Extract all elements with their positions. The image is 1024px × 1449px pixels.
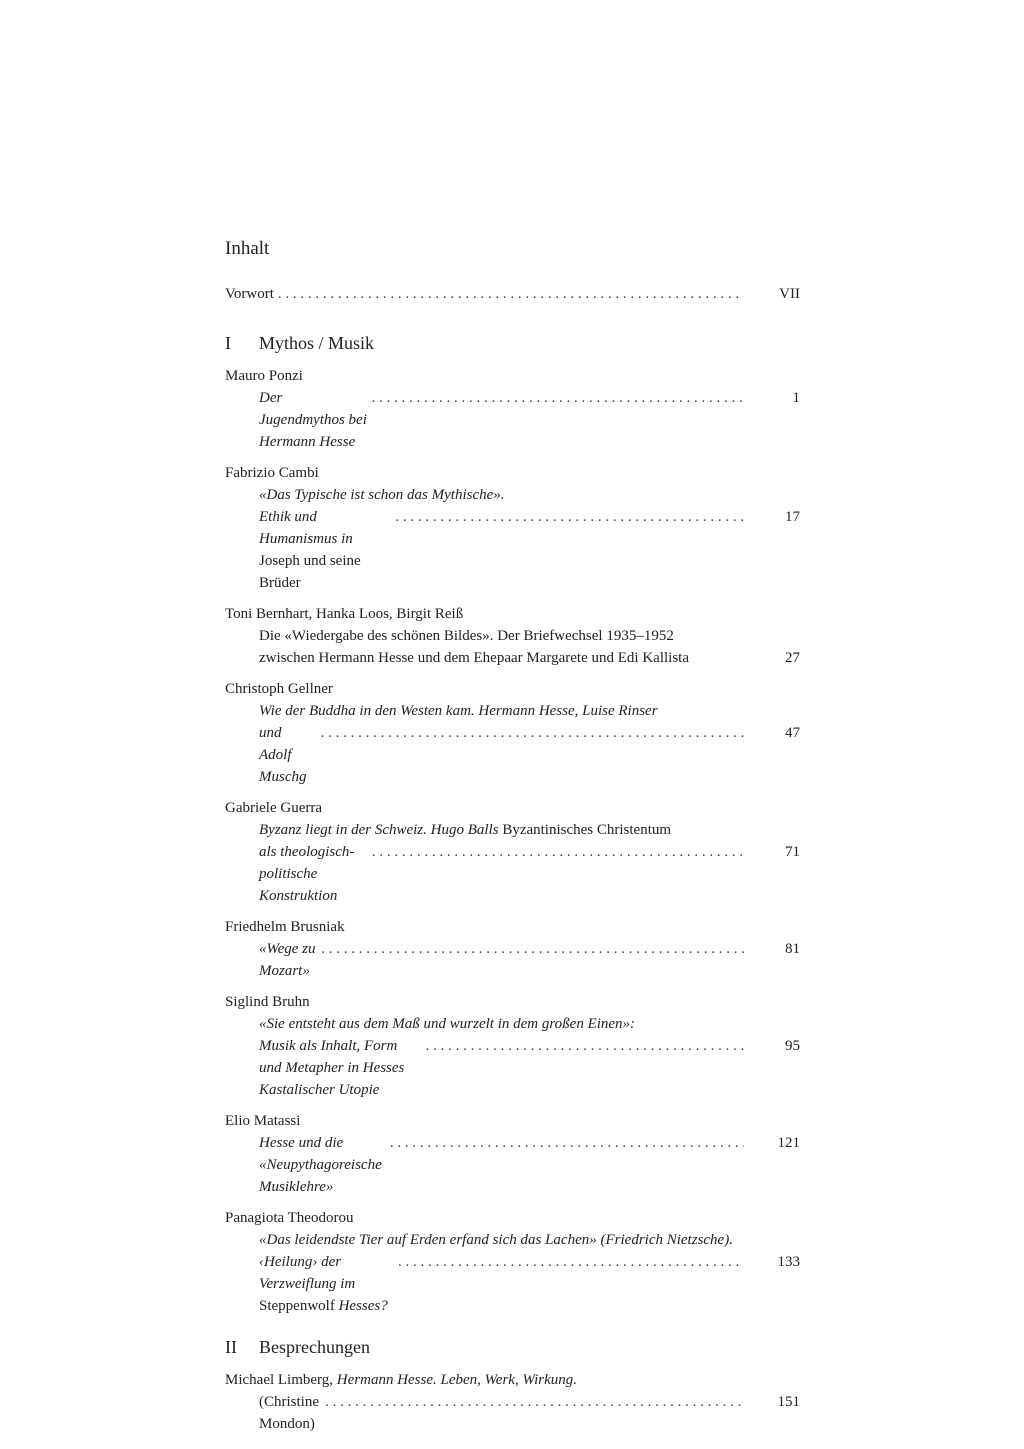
toc-entry[interactable] [225,678,800,788]
entry-author: Elio Matassi [225,1113,301,1129]
section-number: I [225,333,231,353]
toc-entry[interactable] [225,365,800,453]
leader-dots [372,387,744,409]
leader-dots [325,1391,744,1413]
entry-title-line-2: ‹Heilung› der Verzweiflung im Steppenwolf Hesses? [259,1254,388,1314]
leader-dots [395,506,744,528]
leader-dots [426,1035,744,1057]
entry-author: Siglind Bruhn [225,994,310,1010]
entry-title-line-1: «Das leidendste Tier auf Erden erfand sich das Lachen» (Friedrich Nietzsche). [259,1232,733,1248]
section-heading-2 [225,1335,800,1359]
section-title: Besprechungen [259,1337,370,1357]
entry-title-line-2: Musik als Inhalt, Form und Metapher in Hesses Kastalischer Utopie [259,1038,405,1098]
vorwort-label: Vorwort [225,286,274,302]
table-of-contents [225,237,800,1444]
review-author-and-book: Michael Limberg, Hermann Hesse. Leben, Werk, Wirkung. [225,1372,578,1388]
page-number: VII [779,286,800,302]
page-number: 27 [785,650,800,666]
entry-title-line-2: und Adolf Muschg [259,725,307,785]
reviewer: (Christine Mondon) [259,1394,319,1432]
entry-title: Der Jugendmythos bei Hermann Hesse [259,390,367,450]
page-number: 81 [785,941,800,957]
toc-entry[interactable] [225,1110,800,1198]
entry-title-line-1: «Das Typische ist schon das Mythische». [259,487,505,503]
leader-dots [372,841,744,863]
page-number: 95 [785,1038,800,1054]
toc-title: Inhalt [225,238,270,259]
leader-dots [278,283,744,305]
entry-title-line-1: Die «Wiedergabe des schönen Bildes». Der Briefwechsel 1935–1952 [259,628,674,644]
entry-title-line-1: Byzanz liegt in der Schweiz. Hugo Balls Byzantinisches Christentum [259,822,672,838]
page-number: 151 [777,1394,800,1410]
toc-entry[interactable] [225,916,800,982]
leader-dots [321,938,744,960]
toc-entry[interactable] [225,991,800,1101]
leader-dots [390,1132,744,1154]
entry-author: Toni Bernhart, Hanka Loos, Birgit Reiß [225,606,464,622]
entry-author: Fabrizio Cambi [225,465,319,481]
toc-entry[interactable] [225,1207,800,1317]
leader-dots [321,722,744,744]
page-number: 1 [792,390,800,406]
toc-entry-vorwort[interactable] [225,283,800,305]
page-number: 71 [785,844,800,860]
entry-title: «Wege zu Mozart» [259,941,316,979]
entry-title: Hesse und die «Neupythagoreische Musiklehre» [259,1135,382,1195]
entry-author: Mauro Ponzi [225,368,303,384]
section-number: II [225,1337,237,1357]
leader-dots [398,1251,744,1273]
section-heading-1 [225,331,800,355]
entry-title-line-1: «Sie entsteht aus dem Maß und wurzelt in dem großen Einen»: [259,1016,636,1032]
entry-author: Panagiota Theodorou [225,1210,354,1226]
entry-title-line-2: als theologisch-politische Konstruktion [259,844,355,904]
entry-title-line-1: Wie der Buddha in den Westen kam. Hermann Hesse, Luise Rinser [259,703,658,719]
entry-author: Christoph Gellner [225,681,333,697]
toc-entry[interactable] [225,603,800,669]
page-number: 133 [777,1254,800,1270]
page-number: 17 [785,509,800,525]
page-number: 47 [785,725,800,741]
toc-entry[interactable] [225,797,800,907]
entry-author: Gabriele Guerra [225,800,323,816]
page-number: 121 [777,1135,800,1151]
entry-author: Friedhelm Brusniak [225,919,345,935]
toc-entry[interactable] [225,462,800,594]
section-title: Mythos / Musik [259,333,375,353]
entry-title-line-2: Ethik und Humanismus in Joseph und seine Brüder [259,509,361,591]
entry-title-line-2: zwischen Hermann Hesse und dem Ehepaar Margarete und Edi Kallista [259,650,689,666]
toc-entry-review[interactable] [225,1369,800,1435]
